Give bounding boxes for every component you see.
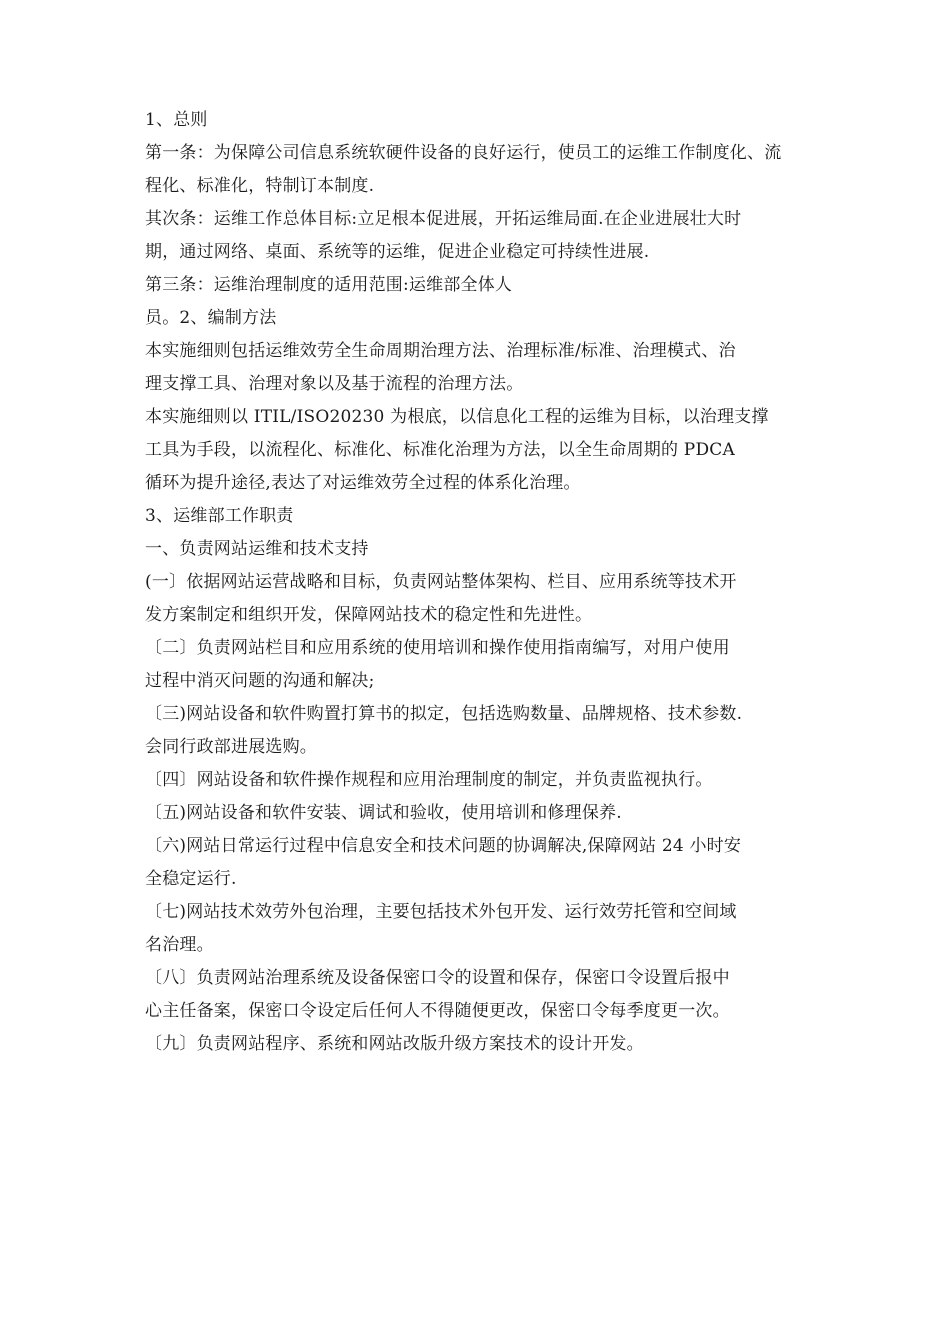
document-body [145,104,815,1061]
duty-1-line-2: 发方案制定和组织开发，保障网站技术的稳定性和先进性。 [145,605,593,625]
duty-7-line-1: 〔七)网站技术效劳外包治理，主要包括技术外包开发、运行效劳托管和空间域 [145,902,737,922]
duty-7-line-2: 名治理。 [145,935,214,955]
duty-8-line-2: 心主任备案，保密口令设定后任何人不得随便更改，保密口令每季度更一次。 [145,1001,730,1021]
duty-4-line-1: 〔四〕网站设备和软件操作规程和应用治理制度的制定，并负责监视执行。 [145,770,713,790]
method-para-2-line-1: 本实施细则以 ITIL/ISO20230 为根底，以信息化工程的运维为目标，以治理支撑 [145,407,769,427]
method-para-2-line-2: 工具为手段，以流程化、标准化、标准化治理为方法，以全生命周期的 PDCA [145,440,735,460]
article-3-line-2: 员。2、编制方法 [145,308,277,328]
duty-6-line-1: 〔六)网站日常运行过程中信息安全和技术问题的协调解决,保障网站 24 小时安 [145,836,742,856]
heading-duties: 3、运维部工作职责 [145,506,294,526]
method-para-2-line-3: 循环为提升途径,表达了对运维效劳全过程的体系化治理。 [145,473,581,493]
duty-1-line-1: (一〕依据网站运营战略和目标，负责网站整体架构、栏目、应用系统等技术开 [145,572,737,592]
article-2-line-2: 期，通过网络、桌面、系统等的运维，促进企业稳定可持续性进展. [145,242,650,262]
duty-3-line-2: 会同行政部进展选购。 [145,737,317,757]
subheading-ops-support: 一、负责网站运维和技术支持 [145,539,369,559]
duty-2-line-2: 过程中消灭问题的沟通和解决; [145,671,375,691]
method-para-1-line-1: 本实施细则包括运维效劳全生命周期治理方法、治理标准/标准、治理模式、治 [145,341,736,361]
method-para-1-line-2: 理支撑工具、治理对象以及基于流程的治理方法。 [145,374,524,394]
article-2-line-1: 其次条：运维工作总体目标:立足根本促进展，开拓运维局面.在企业进展壮大时 [145,209,742,229]
duty-5-line-1: 〔五)网站设备和软件安装、调试和验收，使用培训和修理保养. [145,803,622,823]
article-3-line-1: 第三条：运维治理制度的适用范围:运维部全体人 [145,275,513,295]
heading-general: 1、总则 [145,110,208,130]
article-1-line-1: 第一条：为保障公司信息系统软硬件设备的良好运行，使员工的运维工作制度化、流 [145,143,782,163]
duty-8-line-1: 〔八〕负责网站治理系统及设备保密口令的设置和保存，保密口令设置后报中 [145,968,730,988]
duty-2-line-1: 〔二〕负责网站栏目和应用系统的使用培训和操作使用指南编写，对用户使用 [145,638,730,658]
article-1-line-2: 程化、标准化，特制订本制度. [145,176,375,196]
duty-3-line-1: 〔三)网站设备和软件购置打算书的拟定，包括选购数量、品牌规格、技术参数. [145,704,743,724]
duty-9-line-1: 〔九〕负责网站程序、系统和网站改版升级方案技术的设计开发。 [145,1034,644,1054]
duty-6-line-2: 全稳定运行. [145,869,237,889]
